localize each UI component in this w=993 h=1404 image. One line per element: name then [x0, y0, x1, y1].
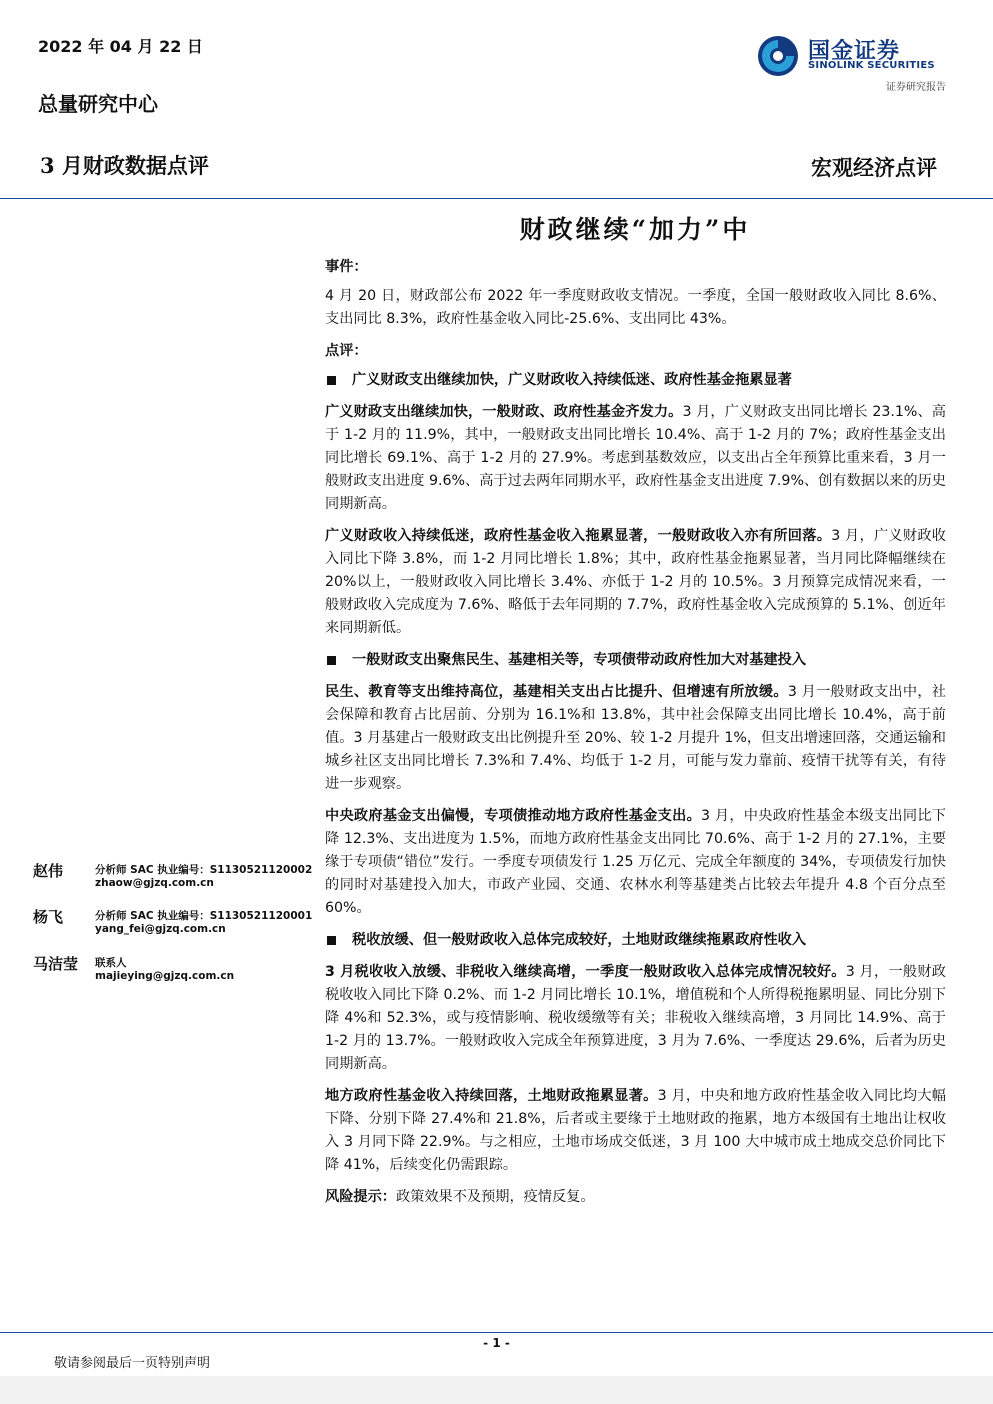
paragraph — [325, 525, 946, 640]
paragraph — [325, 401, 946, 516]
footer-divider — [0, 1332, 993, 1333]
logo-name-en: SINOLINK SECURITIES — [808, 60, 935, 71]
section-2 — [325, 649, 946, 920]
analyst-role: 分析师 SAC 执业编号：S1130521120001 — [95, 910, 313, 922]
paragraph-lead: 广义财政支出继续加快，一般财政、政府性基金齐发力。 — [325, 404, 683, 420]
research-center-name: 总量研究中心 — [38, 92, 158, 116]
report-date: 2022 年 04 月 22 日 — [38, 37, 203, 56]
report-title: 3 月财政数据点评 — [40, 153, 209, 178]
disclaimer-note: 敬请参阅最后一页特别声明 — [54, 1356, 211, 1371]
paragraph-lead: 3 月税收收入放缓、非税收入继续高增，一季度一般财政收入总体完成情况较好。 — [325, 964, 846, 980]
paragraph-lead: 民生、教育等支出维持高位，基建相关支出占比提升、但增速有所放缓。 — [325, 684, 788, 700]
analyst-email[interactable]: zhaow@gjzq.com.cn — [95, 877, 214, 889]
logo-name-cn: 国金证券 — [808, 39, 901, 64]
bullet-square-icon — [327, 656, 336, 665]
paragraph — [325, 681, 946, 796]
event-text: 4 月 20 日，财政部公布 2022 年一季度财政收支情况。一季度，全国一般财政收入同比 8.6%、支出同比 8.3%，政府性基金收入同比-25.6%、支出同比 43%。 — [325, 288, 946, 327]
analyst-name: 马洁莹 — [33, 955, 79, 973]
paragraph — [325, 1085, 946, 1177]
paragraph-lead: 广义财政收入持续低迷，政府性基金收入拖累显著，一般财政收入亦有所回落。 — [325, 528, 832, 544]
paragraph-text: 3 月一般财政支出中，社会保障和教育占比居前、分别为 16.1%和 13.8%，其中社会保障支出同比增长 10.4%，高于前值。3 月基建占一般财政支出比例提升至 20%、较 1-2 月提升 1%，但支出增速回落，交通运输和城乡社区支出同比增长 7.3%和 7.4%、均低于 1-2 月，可能与发力靠前、疫情干扰等有关，有待进一步观察。 — [325, 684, 946, 792]
section-3 — [325, 929, 946, 1177]
analyst-name: 赵伟 — [33, 862, 64, 880]
paragraph — [325, 805, 946, 920]
section-heading-text: 税收放缓、但一般财政收入总体完成较好，土地财政继续拖累政府性收入 — [352, 932, 807, 948]
risk-text: 政策效果不及预期，疫情反复。 — [395, 1189, 595, 1205]
comment-label: 点评： — [325, 343, 368, 359]
risk-warning — [325, 1186, 946, 1209]
paragraph — [325, 961, 946, 1076]
main-content — [325, 256, 946, 1218]
analyst-name: 杨飞 — [33, 908, 64, 926]
header-divider — [0, 198, 993, 199]
paragraph-text: 3 月，一般财政税收收入同比下降 0.2%、而 1-2 月同比增长 10.1%，增值税和个人所得税拖累明显、同比分别下降 4%和 52.3%，或与疫情影响、税收缓缴等有关；非税收入继续高增，3 月同比 14.9%、高于 1-2 月的 13.7%。一般财政收入完成全年预算进度，3 月为 7.6%、一季度达 29.6%，后者为历史同期新高。 — [325, 964, 946, 1072]
section-1 — [325, 369, 946, 640]
analyst-email[interactable]: yang_fei@gjzq.com.cn — [95, 923, 226, 935]
paragraph-text: 3 月，广义财政收入同比下降 3.8%，而 1-2 月同比增长 1.8%；其中，政府性基金拖累显著，当月同比降幅继续在 20%以上，一般财政收入同比增长 3.4%、亦低于 1-2 月的 10.5%。3 月预算完成情况来看，一般财政收入完成度为 7.6%、略低于去年同期的 7.7%，政府性基金收入完成预算的 5.1%、创近年来同期新低。 — [325, 528, 946, 636]
bullet-square-icon — [327, 376, 336, 385]
sinolink-logo-icon — [756, 34, 800, 78]
risk-label: 风险提示： — [325, 1189, 396, 1205]
company-logo — [756, 30, 946, 92]
analyst-role: 分析师 SAC 执业编号：S1130521120002 — [95, 864, 313, 876]
analyst-email[interactable]: majieying@gjzq.com.cn — [95, 970, 235, 982]
bullet-square-icon — [327, 936, 336, 945]
logo-subtitle: 证券研究报告 — [886, 82, 946, 93]
paragraph-lead: 地方政府性基金收入持续回落，土地财政拖累显著。 — [325, 1088, 658, 1104]
section-heading-text: 一般财政支出聚焦民生、基建相关等，专项债带动政府性加大对基建投入 — [352, 652, 807, 668]
section-heading-text: 广义财政支出继续加快，广义财政收入持续低迷、政府性基金拖累显著 — [352, 372, 792, 388]
paragraph-text: 3 月，广义财政支出同比增长 23.1%、高于 1-2 月的 11.9%，其中，一般财政支出同比增长 10.4%、高于 1-2 月的 7%；政府性基金支出同比增长 69.1%、高于 1-2 月的 27.9%。考虑到基数效应，以支出占全年预算比重来看，3 月一般财政支出进度 9.6%、高于过去两年同期水平，政府性基金支出进度 7.9%、创有数据以来的历史同期新高。 — [325, 404, 946, 512]
paragraph-text: 3 月，中央和地方政府性基金收入同比均大幅下降、分别下降 27.4%和 21.8%，后者或主要缘于土地财政的拖累，地方本级国有土地出让权收入 3 月同下降 22.9%。与之相应，土地市场成交低迷，3 月 100 大中城市成土地成交总价同比下降 41%，后续变化仍需跟踪。 — [325, 1088, 946, 1173]
page-number: - 1 - — [483, 1336, 510, 1350]
report-type: 宏观经济点评 — [811, 155, 937, 180]
section-heading — [325, 649, 946, 672]
section-heading — [325, 929, 946, 952]
analyst-role: 联系人 — [95, 957, 127, 969]
headline: 财政继续“加力”中 — [519, 215, 751, 244]
paragraph-text: 3 月，中央政府性基金本级支出同比下降 12.3%、支出进度为 1.5%，而地方政府性基金支出同比 70.6%、高于 1-2 月的 27.1%，主要缘于专项债“错位”发行。一季度专项债发行 1.25 万亿元、完成全年额度的 34%，专项债发行加快的同时对基建投入加大，市政产业园、交通、农林水利等基建类占比较去年提升 4.8 个百分点至 60%。 — [325, 808, 946, 916]
footer-band — [0, 1376, 993, 1404]
paragraph-lead: 中央政府基金支出偏慢，专项债推动地方政府性基金支出。 — [325, 808, 702, 824]
event-label: 事件： — [325, 259, 368, 275]
section-heading — [325, 369, 946, 392]
